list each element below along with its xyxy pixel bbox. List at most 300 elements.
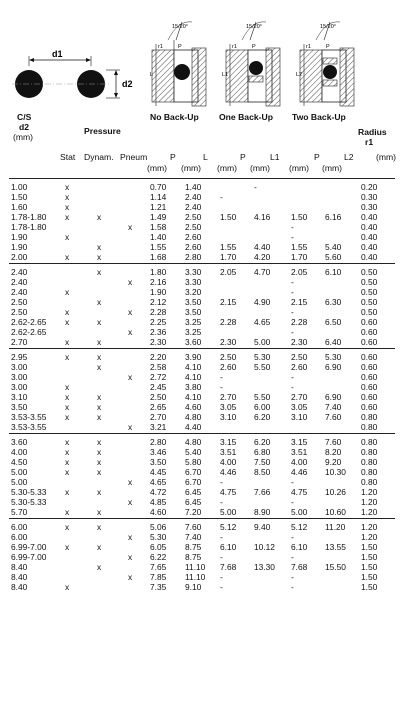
p-one-backup-cell: - bbox=[220, 532, 223, 542]
dynam-cell: x bbox=[97, 392, 102, 402]
table-row bbox=[9, 232, 395, 242]
radius-cell: 1.50 bbox=[361, 582, 378, 592]
cs-cell: 6.00 bbox=[11, 532, 28, 542]
p-one-backup-cell: 4.00 bbox=[220, 457, 237, 467]
cs-cell: 2.40 bbox=[11, 267, 28, 277]
p-two-backup-cell: 2.30 bbox=[291, 337, 308, 347]
l-no-backup-cell: 3.25 bbox=[185, 317, 202, 327]
table-row bbox=[9, 182, 395, 192]
l2-two-backup-cell: 6.90 bbox=[325, 392, 342, 402]
p-two-backup-cell: 5.12 bbox=[291, 522, 308, 532]
p-one-backup-cell: 2.60 bbox=[220, 362, 237, 372]
p-no-backup-cell: 0.70 bbox=[150, 182, 167, 192]
p-one-backup-cell: - bbox=[220, 382, 223, 392]
table-row bbox=[9, 192, 395, 202]
l-no-backup-cell: 7.60 bbox=[185, 522, 202, 532]
p-no-backup-cell: 6.22 bbox=[150, 552, 167, 562]
p-no-backup-cell: 1.90 bbox=[150, 287, 167, 297]
p-two-backup-cell: - bbox=[291, 307, 294, 317]
pneum-cell: x bbox=[128, 572, 133, 582]
dynam-cell: x bbox=[97, 507, 102, 517]
l2-header: L2 bbox=[344, 152, 354, 162]
pneum-cell: x bbox=[128, 307, 133, 317]
table-row bbox=[9, 252, 395, 262]
pneum-cell: x bbox=[128, 222, 133, 232]
stat-cell: x bbox=[65, 337, 70, 347]
l1-one-backup-cell: 7.50 bbox=[254, 457, 271, 467]
r1-label: r1 bbox=[158, 44, 163, 50]
radius-cell: 1.20 bbox=[361, 532, 378, 542]
l2-two-backup-cell: 10.26 bbox=[325, 487, 346, 497]
l-no-backup-cell: 4.40 bbox=[185, 422, 202, 432]
p-two-backup-cell: 2.28 bbox=[291, 317, 308, 327]
table-row bbox=[9, 467, 395, 477]
radius-cell: 1.50 bbox=[361, 552, 378, 562]
dynam-cell: x bbox=[97, 562, 102, 572]
dynam-cell: x bbox=[97, 212, 102, 222]
l-no-backup-cell: 3.30 bbox=[185, 277, 202, 287]
p-two-backup-cell: 3.10 bbox=[291, 412, 308, 422]
p-no-backup-cell: 1.58 bbox=[150, 222, 167, 232]
radius-cell: 0.60 bbox=[361, 337, 378, 347]
radius-cell: 0.80 bbox=[361, 457, 378, 467]
cs-cell: 4.00 bbox=[11, 447, 28, 457]
l-no-backup-cell: 2.40 bbox=[185, 192, 202, 202]
l2-two-backup-cell: 10.60 bbox=[325, 507, 346, 517]
table-row bbox=[9, 542, 395, 552]
p-no-backup-cell: 2.58 bbox=[150, 362, 167, 372]
p-no-backup-cell: 4.72 bbox=[150, 487, 167, 497]
table-row bbox=[9, 507, 395, 517]
p-two-backup-cell: - bbox=[291, 277, 294, 287]
table-row bbox=[9, 447, 395, 457]
l-no-backup-cell: 2.50 bbox=[185, 212, 202, 222]
radius-cell: 0.80 bbox=[361, 467, 378, 477]
p-one-backup-cell: - bbox=[220, 497, 223, 507]
cs-cell: 1.78-1.80 bbox=[11, 212, 47, 222]
angle-label: 15/20° bbox=[246, 24, 262, 30]
stat-cell: x bbox=[65, 212, 70, 222]
p-one-backup-cell: 5.12 bbox=[220, 522, 237, 532]
p-two-backup-cell: - bbox=[291, 532, 294, 542]
table-row-group bbox=[9, 263, 395, 348]
l1-one-backup-cell: 7.66 bbox=[254, 487, 271, 497]
p-no-backup-cell: 1.14 bbox=[150, 192, 167, 202]
pneum-cell: x bbox=[128, 327, 133, 337]
p-no-backup-cell: 2.25 bbox=[150, 317, 167, 327]
radius-cell: 0.40 bbox=[361, 242, 378, 252]
l-label: L bbox=[150, 72, 154, 78]
p-no-backup-cell: 1.21 bbox=[150, 202, 167, 212]
radius-cell: 0.60 bbox=[361, 372, 378, 382]
l1-one-backup-cell: 4.16 bbox=[254, 212, 271, 222]
table-row bbox=[9, 267, 395, 277]
table-row bbox=[9, 337, 395, 347]
p-two-backup-cell: - bbox=[291, 372, 294, 382]
table-row bbox=[9, 422, 395, 432]
p-no-backup-cell: 1.49 bbox=[150, 212, 167, 222]
p-one-backup-cell: 3.15 bbox=[220, 437, 237, 447]
stat-cell: x bbox=[65, 287, 70, 297]
table-row bbox=[9, 437, 395, 447]
p-label: P bbox=[326, 44, 330, 50]
l2-two-backup-cell: 7.60 bbox=[325, 437, 342, 447]
table-row-group bbox=[9, 518, 395, 593]
pneum-cell: x bbox=[128, 422, 133, 432]
l-no-backup-cell: 9.10 bbox=[185, 582, 202, 592]
radius-cell: 1.20 bbox=[361, 522, 378, 532]
stat-cell: x bbox=[65, 467, 70, 477]
l-no-backup-cell: 2.60 bbox=[185, 242, 202, 252]
l-no-backup-cell: 3.25 bbox=[185, 327, 202, 337]
cs-cell: 2.00 bbox=[11, 252, 28, 262]
cs-cell: 3.00 bbox=[11, 372, 28, 382]
cs-cell: 4.50 bbox=[11, 457, 28, 467]
p-no-backup-cell: 4.65 bbox=[150, 477, 167, 487]
l1-one-backup-cell: 4.90 bbox=[254, 297, 271, 307]
p-label: P bbox=[252, 44, 256, 50]
stat-cell: x bbox=[65, 232, 70, 242]
p-one-backup-cell: 2.05 bbox=[220, 267, 237, 277]
table-row bbox=[9, 327, 395, 337]
groove-drawing-one-backup bbox=[222, 22, 280, 106]
l1-one-backup-cell: 6.20 bbox=[254, 437, 271, 447]
table-row bbox=[9, 372, 395, 382]
p-two-backup-cell: 7.68 bbox=[291, 562, 308, 572]
stat-header: Stat bbox=[60, 152, 76, 162]
p-unit-no-backup: (mm) bbox=[147, 163, 168, 173]
l1-one-backup-cell: 5.50 bbox=[254, 392, 271, 402]
dynam-cell: x bbox=[97, 457, 102, 467]
p-no-backup-cell: 2.72 bbox=[150, 372, 167, 382]
stat-cell: x bbox=[65, 202, 70, 212]
cs-cell: 1.78-1.80 bbox=[11, 222, 47, 232]
angle-label: 15/20° bbox=[320, 24, 336, 30]
radius-cell: 0.60 bbox=[361, 352, 378, 362]
radius-cell: 0.30 bbox=[361, 192, 378, 202]
dynam-cell: x bbox=[97, 352, 102, 362]
cs-header-line3: (mm) bbox=[13, 132, 34, 142]
l1-one-backup-cell: 13.30 bbox=[254, 562, 275, 572]
cs-cell: 3.53-3.55 bbox=[11, 422, 47, 432]
table-row bbox=[9, 317, 395, 327]
p-no-backup-cell: 5.30 bbox=[150, 532, 167, 542]
p-one-backup-cell: - bbox=[220, 572, 223, 582]
p-two-backup-cell: 2.50 bbox=[291, 352, 308, 362]
p-one-backup-cell: 1.70 bbox=[220, 252, 237, 262]
radius-cell: 0.80 bbox=[361, 437, 378, 447]
pneum-header: Pneum bbox=[120, 152, 148, 162]
stat-cell: x bbox=[65, 507, 70, 517]
l-no-backup-cell: 4.10 bbox=[185, 362, 202, 372]
p-one-backup-cell: 5.00 bbox=[220, 507, 237, 517]
table-row bbox=[9, 277, 395, 287]
p-no-backup-cell: 2.28 bbox=[150, 307, 167, 317]
p-no-backup-cell: 2.12 bbox=[150, 297, 167, 307]
l1-one-backup-cell: 6.20 bbox=[254, 412, 271, 422]
dynam-cell: x bbox=[97, 437, 102, 447]
two-backup-header: Two Back-Up bbox=[292, 112, 346, 122]
l-no-backup-cell: 3.60 bbox=[185, 337, 202, 347]
cs-cell: 8.40 bbox=[11, 562, 28, 572]
radius-cell: 0.50 bbox=[361, 267, 378, 277]
p-no-backup-cell: 5.06 bbox=[150, 522, 167, 532]
p-no-backup-cell: 3.46 bbox=[150, 447, 167, 457]
table-row bbox=[9, 412, 395, 422]
p-one-backup-cell: 3.51 bbox=[220, 447, 237, 457]
stat-cell: x bbox=[65, 457, 70, 467]
p-one-backup-cell: 2.50 bbox=[220, 352, 237, 362]
l1-one-backup-cell: - bbox=[254, 182, 257, 192]
l-no-backup-cell: 8.75 bbox=[185, 552, 202, 562]
stat-cell: x bbox=[65, 307, 70, 317]
l-no-backup-cell: 3.50 bbox=[185, 307, 202, 317]
cs-cell: 6.99-7.00 bbox=[11, 552, 47, 562]
stat-cell: x bbox=[65, 192, 70, 202]
table-row bbox=[9, 552, 395, 562]
pneum-cell: x bbox=[128, 372, 133, 382]
cs-cell: 2.95 bbox=[11, 352, 28, 362]
l2-two-backup-cell: 10.30 bbox=[325, 467, 346, 477]
table-row bbox=[9, 532, 395, 542]
stat-cell: x bbox=[65, 182, 70, 192]
radius-cell: 0.60 bbox=[361, 327, 378, 337]
l-no-backup-cell: 3.80 bbox=[185, 382, 202, 392]
p-one-backup-cell: 3.05 bbox=[220, 402, 237, 412]
stat-cell: x bbox=[65, 487, 70, 497]
l-no-backup-cell: 11.10 bbox=[185, 572, 206, 582]
cs-cell: 8.40 bbox=[11, 572, 28, 582]
p-unit-one-backup: (mm) bbox=[217, 163, 238, 173]
groove-dimension-table bbox=[9, 178, 395, 593]
p-two-backup-cell: 2.15 bbox=[291, 297, 308, 307]
p-no-backup-cell: 2.36 bbox=[150, 327, 167, 337]
p-one-backup-cell: 2.15 bbox=[220, 297, 237, 307]
cs-cell: 2.50 bbox=[11, 307, 28, 317]
l-no-backup-cell: 7.40 bbox=[185, 532, 202, 542]
p-two-backup-cell: 3.05 bbox=[291, 402, 308, 412]
cs-cell: 2.50 bbox=[11, 297, 28, 307]
stat-cell: x bbox=[65, 542, 70, 552]
l1-unit: (mm) bbox=[250, 163, 271, 173]
table-row bbox=[9, 202, 395, 212]
radius-cell: 0.60 bbox=[361, 317, 378, 327]
p-one-backup-cell: 4.46 bbox=[220, 467, 237, 477]
l2-two-backup-cell: 5.40 bbox=[325, 242, 342, 252]
pneum-cell: x bbox=[128, 552, 133, 562]
stat-cell: x bbox=[65, 252, 70, 262]
l2-two-backup-cell: 7.60 bbox=[325, 412, 342, 422]
angle-label: 15/20° bbox=[172, 24, 188, 30]
l-no-backup-cell: 11.10 bbox=[185, 562, 206, 572]
radius-cell: 1.20 bbox=[361, 507, 378, 517]
cs-cell: 5.70 bbox=[11, 507, 28, 517]
radius-cell: 0.80 bbox=[361, 477, 378, 487]
dynam-cell: x bbox=[97, 467, 102, 477]
table-row bbox=[9, 477, 395, 487]
cs-cell: 2.62-2.65 bbox=[11, 327, 47, 337]
dynam-cell: x bbox=[97, 317, 102, 327]
cs-cell: 3.00 bbox=[11, 362, 28, 372]
radius-cell: 1.20 bbox=[361, 487, 378, 497]
cs-cell: 6.99-7.00 bbox=[11, 542, 47, 552]
dynam-cell: x bbox=[97, 362, 102, 372]
dynam-cell: x bbox=[97, 447, 102, 457]
cs-cell: 5.00 bbox=[11, 467, 28, 477]
dynam-cell: x bbox=[97, 402, 102, 412]
p-no-backup-cell: 4.85 bbox=[150, 497, 167, 507]
radius-cell: 0.40 bbox=[361, 252, 378, 262]
l2-two-backup-cell: 8.20 bbox=[325, 447, 342, 457]
p-two-backup-cell: - bbox=[291, 287, 294, 297]
p-two-backup-cell: - bbox=[291, 552, 294, 562]
p-one-backup-cell: 7.68 bbox=[220, 562, 237, 572]
l-no-backup-cell: 4.80 bbox=[185, 437, 202, 447]
p-two-backup-cell: 1.50 bbox=[291, 212, 308, 222]
cs-cell: 5.30-5.33 bbox=[11, 497, 47, 507]
p-no-backup-cell: 2.80 bbox=[150, 437, 167, 447]
radius-cell: 0.40 bbox=[361, 222, 378, 232]
l1-label: L1 bbox=[222, 72, 229, 78]
p-two-backup-cell: 2.70 bbox=[291, 392, 308, 402]
table-row bbox=[9, 562, 395, 572]
p-two-backup-cell: - bbox=[291, 382, 294, 392]
l-no-backup-cell: 2.80 bbox=[185, 252, 202, 262]
l1-one-backup-cell: 8.50 bbox=[254, 467, 271, 477]
cs-cell: 3.60 bbox=[11, 437, 28, 447]
dynam-cell: x bbox=[97, 242, 102, 252]
cs-cell: 3.10 bbox=[11, 392, 28, 402]
r1-label: r1 bbox=[232, 44, 237, 50]
l2-two-backup-cell: 13.55 bbox=[325, 542, 346, 552]
stat-cell: x bbox=[65, 392, 70, 402]
dynam-cell: x bbox=[97, 412, 102, 422]
stat-cell: x bbox=[65, 582, 70, 592]
p-no-backup-cell: 1.68 bbox=[150, 252, 167, 262]
p-two-backup-cell: 3.51 bbox=[291, 447, 308, 457]
radius-cell: 0.80 bbox=[361, 447, 378, 457]
p-two-backup-cell: - bbox=[291, 572, 294, 582]
radius-cell: 0.40 bbox=[361, 212, 378, 222]
p-no-backup-cell: 2.65 bbox=[150, 402, 167, 412]
cs-cell: 1.90 bbox=[11, 232, 28, 242]
radius-cell: 0.50 bbox=[361, 287, 378, 297]
pressure-header: Pressure bbox=[84, 126, 121, 136]
radius-cell: 1.50 bbox=[361, 572, 378, 582]
table-row bbox=[9, 392, 395, 402]
stat-cell: x bbox=[65, 412, 70, 422]
p-no-backup-cell: 4.45 bbox=[150, 467, 167, 477]
l2-two-backup-cell: 5.30 bbox=[325, 352, 342, 362]
p-two-backup-cell: - bbox=[291, 222, 294, 232]
l-no-backup-cell: 4.10 bbox=[185, 372, 202, 382]
dynam-cell: x bbox=[97, 267, 102, 277]
l-no-backup-cell: 3.50 bbox=[185, 297, 202, 307]
cs-cell: 3.50 bbox=[11, 402, 28, 412]
radius-cell: 0.80 bbox=[361, 412, 378, 422]
p-two-backup-cell: 4.75 bbox=[291, 487, 308, 497]
l-no-backup-cell: 5.80 bbox=[185, 457, 202, 467]
p-two-backup-cell: 1.55 bbox=[291, 242, 308, 252]
cs-cell: 1.00 bbox=[11, 182, 28, 192]
p-two-backup-cell: - bbox=[291, 327, 294, 337]
p-unit-two-backup: (mm) bbox=[289, 163, 310, 173]
p-one-backup-cell: 2.28 bbox=[220, 317, 237, 327]
p-one-backup-cell: 3.10 bbox=[220, 412, 237, 422]
cs-cell: 6.00 bbox=[11, 522, 28, 532]
radius-cell: 0.30 bbox=[361, 202, 378, 212]
pneum-cell: x bbox=[128, 497, 133, 507]
radius-cell: 0.60 bbox=[361, 362, 378, 372]
stat-cell: x bbox=[65, 447, 70, 457]
l-no-backup-cell: 4.60 bbox=[185, 402, 202, 412]
radius-header-line2: r1 bbox=[365, 137, 374, 147]
p-two-backup-cell: 6.10 bbox=[291, 542, 308, 552]
l-no-backup-cell: 2.50 bbox=[185, 222, 202, 232]
p-header-two-backup: P bbox=[314, 152, 320, 162]
table-row bbox=[9, 582, 395, 592]
p-no-backup-cell: 3.21 bbox=[150, 422, 167, 432]
p-two-backup-cell: 1.70 bbox=[291, 252, 308, 262]
table-row bbox=[9, 297, 395, 307]
stat-cell: x bbox=[65, 382, 70, 392]
groove-drawings bbox=[0, 0, 403, 108]
table-row bbox=[9, 352, 395, 362]
cs-cell: 2.40 bbox=[11, 287, 28, 297]
pneum-cell: x bbox=[128, 532, 133, 542]
table-row bbox=[9, 382, 395, 392]
p-no-backup-cell: 7.65 bbox=[150, 562, 167, 572]
l-no-backup-cell: 4.10 bbox=[185, 392, 202, 402]
stat-cell: x bbox=[65, 437, 70, 447]
p-two-backup-cell: - bbox=[291, 497, 294, 507]
one-backup-header: One Back-Up bbox=[219, 112, 273, 122]
radius-cell: 1.50 bbox=[361, 542, 378, 552]
dynam-cell: x bbox=[97, 252, 102, 262]
l2-two-backup-cell: 6.50 bbox=[325, 317, 342, 327]
l2-two-backup-cell: 6.30 bbox=[325, 297, 342, 307]
l-no-backup-cell: 3.20 bbox=[185, 287, 202, 297]
table-row bbox=[9, 287, 395, 297]
l-header-no-backup: L bbox=[203, 152, 208, 162]
r1-label: r1 bbox=[306, 44, 311, 50]
l2-two-backup-cell: 15.50 bbox=[325, 562, 346, 572]
p-one-backup-cell: - bbox=[220, 192, 223, 202]
l1-one-backup-cell: 4.65 bbox=[254, 317, 271, 327]
l2-two-backup-cell: 11.20 bbox=[325, 522, 346, 532]
cs-header-line1: C/S bbox=[17, 112, 32, 122]
p-one-backup-cell: - bbox=[220, 372, 223, 382]
groove-drawing-no-backup bbox=[150, 22, 206, 106]
radius-cell: 0.40 bbox=[361, 232, 378, 242]
table-row bbox=[9, 487, 395, 497]
radius-cell: 0.20 bbox=[361, 182, 378, 192]
table-row bbox=[9, 522, 395, 532]
l1-one-backup-cell: 5.00 bbox=[254, 337, 271, 347]
l1-one-backup-cell: 10.12 bbox=[254, 542, 275, 552]
l1-one-backup-cell: 6.80 bbox=[254, 447, 271, 457]
l1-one-backup-cell: 4.20 bbox=[254, 252, 271, 262]
table-row bbox=[9, 572, 395, 582]
pneum-cell: x bbox=[128, 477, 133, 487]
l2-two-backup-cell: 9.20 bbox=[325, 457, 342, 467]
p-no-backup-cell: 4.60 bbox=[150, 507, 167, 517]
l2-two-backup-cell: 7.40 bbox=[325, 402, 342, 412]
p-no-backup-cell: 2.30 bbox=[150, 337, 167, 347]
p-two-backup-cell: 5.00 bbox=[291, 507, 308, 517]
p-no-backup-cell: 6.05 bbox=[150, 542, 167, 552]
dynam-cell: x bbox=[97, 522, 102, 532]
